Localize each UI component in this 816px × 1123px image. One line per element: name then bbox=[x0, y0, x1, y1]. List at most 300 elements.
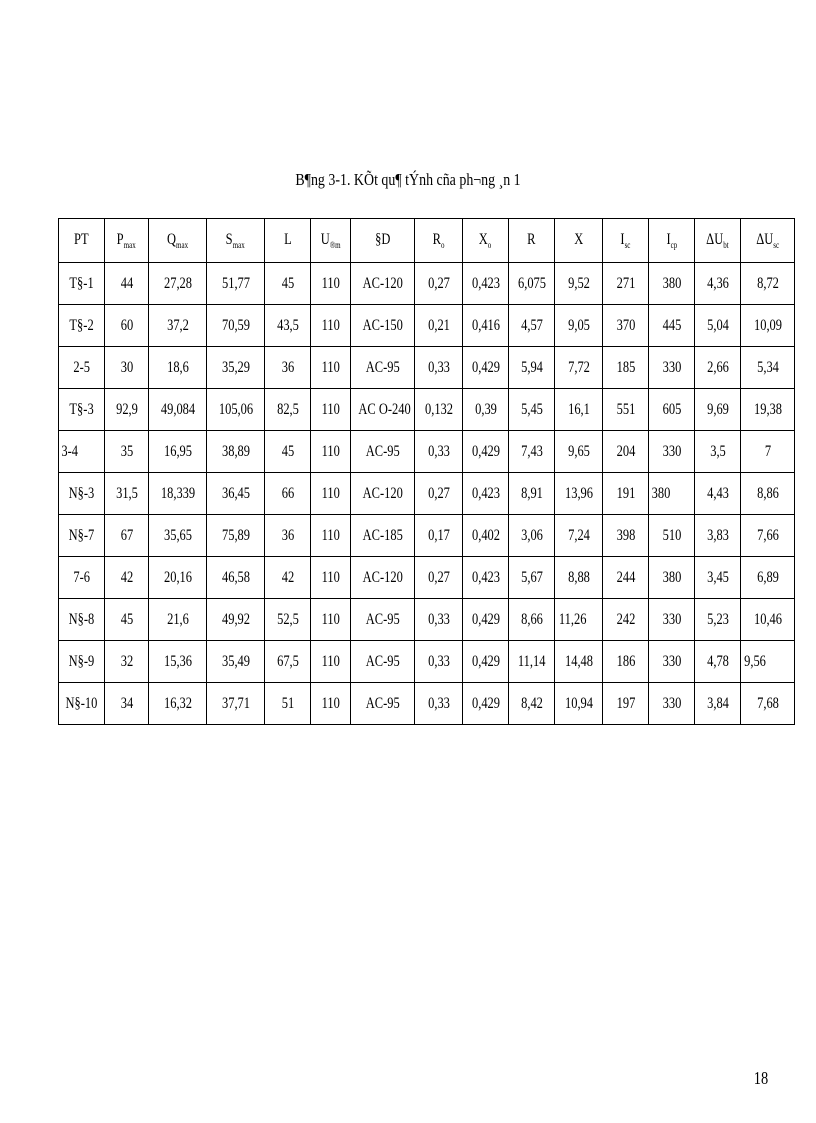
table-cell bbox=[695, 557, 741, 599]
cell-value: 36 bbox=[281, 526, 294, 544]
table-cell bbox=[603, 473, 649, 515]
column-header: PT bbox=[59, 219, 105, 263]
table-cell bbox=[311, 515, 351, 557]
table-row bbox=[59, 683, 795, 725]
cell-value: 2,66 bbox=[706, 358, 729, 376]
table-cell bbox=[649, 599, 695, 641]
cell-value: 398 bbox=[616, 526, 635, 544]
cell-value: 380 bbox=[662, 568, 681, 586]
table-cell bbox=[695, 431, 741, 473]
cell-value: 330 bbox=[662, 442, 681, 460]
table-cell bbox=[351, 347, 415, 389]
cell-value: 8,42 bbox=[520, 694, 543, 712]
table-cell bbox=[207, 599, 265, 641]
cell-value: 445 bbox=[662, 316, 681, 334]
cell-value: 0,39 bbox=[474, 400, 497, 418]
cell-value: 36,45 bbox=[221, 484, 250, 502]
cell-value: 7,24 bbox=[567, 526, 590, 544]
table-cell bbox=[741, 347, 795, 389]
table-row bbox=[59, 557, 795, 599]
table-cell bbox=[351, 389, 415, 431]
cell-value: 10,94 bbox=[564, 694, 593, 712]
cell-value: 60 bbox=[120, 316, 133, 334]
cell-value: 330 bbox=[662, 694, 681, 712]
table-cell bbox=[207, 431, 265, 473]
cell-value: 0,27 bbox=[427, 568, 450, 586]
table-cell bbox=[207, 557, 265, 599]
table-cell bbox=[351, 263, 415, 305]
cell-value: 110 bbox=[321, 358, 340, 376]
table-cell bbox=[265, 683, 311, 725]
table-cell bbox=[351, 473, 415, 515]
cell-value: 9,52 bbox=[567, 274, 590, 292]
cell-value: 4,36 bbox=[706, 274, 729, 292]
cell-value: 9,56 bbox=[744, 652, 766, 670]
cell-value: 75,89 bbox=[221, 526, 250, 544]
table-row bbox=[59, 305, 795, 347]
table-cell bbox=[265, 557, 311, 599]
column-header: $S_{max}$ bbox=[207, 219, 265, 263]
table-cell bbox=[649, 389, 695, 431]
table-row bbox=[59, 431, 795, 473]
table-cell bbox=[311, 389, 351, 431]
cell-value: 3,83 bbox=[706, 526, 729, 544]
column-header: R bbox=[509, 219, 555, 263]
table-cell bbox=[105, 515, 149, 557]
table-cell bbox=[603, 515, 649, 557]
cell-value: 19,38 bbox=[753, 400, 782, 418]
table-cell bbox=[415, 431, 463, 473]
table-cell bbox=[603, 347, 649, 389]
table-cell bbox=[509, 599, 555, 641]
cell-value: 8,88 bbox=[567, 568, 590, 586]
table-cell bbox=[265, 347, 311, 389]
table-cell bbox=[415, 515, 463, 557]
table-cell bbox=[149, 557, 207, 599]
table-cell bbox=[509, 389, 555, 431]
cell-value: 3,06 bbox=[520, 526, 543, 544]
cell-value: 15,36 bbox=[163, 652, 192, 670]
cell-value: AC-95 bbox=[365, 652, 400, 670]
cell-value: 110 bbox=[321, 526, 340, 544]
cell-value: 9,69 bbox=[706, 400, 729, 418]
cell-value: 330 bbox=[662, 652, 681, 670]
table-cell bbox=[555, 599, 603, 641]
cell-value: 51 bbox=[281, 694, 294, 712]
table-cell bbox=[463, 641, 509, 683]
cell-value: 16,1 bbox=[567, 400, 590, 418]
table-cell bbox=[509, 347, 555, 389]
table-cell bbox=[603, 431, 649, 473]
table-cell bbox=[105, 347, 149, 389]
table-cell bbox=[649, 305, 695, 347]
cell-value: 0,402 bbox=[471, 526, 500, 544]
cell-value: T§-2 bbox=[69, 316, 94, 334]
table-cell bbox=[265, 431, 311, 473]
table-cell bbox=[265, 263, 311, 305]
table-cell bbox=[649, 473, 695, 515]
table-cell bbox=[463, 599, 509, 641]
table-cell bbox=[555, 431, 603, 473]
cell-value: 5,34 bbox=[756, 358, 779, 376]
cell-value: 37,2 bbox=[166, 316, 189, 334]
table-row bbox=[59, 641, 795, 683]
cell-value: 0,33 bbox=[427, 358, 450, 376]
cell-value: 185 bbox=[616, 358, 635, 376]
cell-value: AC-95 bbox=[365, 442, 400, 460]
table-cell bbox=[741, 599, 795, 641]
cell-value: 35,49 bbox=[221, 652, 250, 670]
cell-value: 0,27 bbox=[427, 274, 450, 292]
column-header: $\Delta U_{bt}$ bbox=[695, 219, 741, 263]
table-cell bbox=[59, 599, 105, 641]
cell-value: N§-10 bbox=[65, 694, 98, 712]
cell-value: 0,423 bbox=[471, 568, 500, 586]
table-cell bbox=[311, 347, 351, 389]
table-cell bbox=[351, 683, 415, 725]
cell-value: 0,429 bbox=[471, 694, 500, 712]
cell-value: 9,65 bbox=[567, 442, 590, 460]
cell-value: 0,429 bbox=[471, 652, 500, 670]
table-row bbox=[59, 347, 795, 389]
table-cell bbox=[59, 263, 105, 305]
cell-value: 7,43 bbox=[520, 442, 543, 460]
table-cell bbox=[105, 431, 149, 473]
table-cell bbox=[509, 515, 555, 557]
cell-value: 3-4 bbox=[61, 442, 78, 460]
table-cell bbox=[649, 557, 695, 599]
cell-value: AC-95 bbox=[365, 694, 400, 712]
table-cell bbox=[105, 683, 149, 725]
cell-value: 11,26 bbox=[558, 610, 587, 628]
cell-value: 8,72 bbox=[756, 274, 779, 292]
table-cell bbox=[649, 347, 695, 389]
cell-value: 49,084 bbox=[160, 400, 195, 418]
table-cell bbox=[415, 641, 463, 683]
table-cell bbox=[463, 389, 509, 431]
table-cell bbox=[351, 305, 415, 347]
table-cell bbox=[555, 473, 603, 515]
cell-value: 5,23 bbox=[706, 610, 729, 628]
cell-value: 105,06 bbox=[218, 400, 253, 418]
cell-value: 7-6 bbox=[73, 568, 90, 586]
table-cell bbox=[415, 599, 463, 641]
table-cell bbox=[695, 683, 741, 725]
table-cell bbox=[649, 641, 695, 683]
table-cell bbox=[415, 389, 463, 431]
cell-value: 52,5 bbox=[276, 610, 299, 628]
table-cell bbox=[463, 305, 509, 347]
cell-value: 510 bbox=[662, 526, 681, 544]
cell-value: 42 bbox=[120, 568, 133, 586]
table-cell bbox=[207, 389, 265, 431]
table-cell bbox=[149, 431, 207, 473]
table-cell bbox=[351, 557, 415, 599]
cell-value: T§-1 bbox=[69, 274, 94, 292]
table-cell bbox=[149, 473, 207, 515]
cell-value: 242 bbox=[616, 610, 635, 628]
cell-value: 6,89 bbox=[756, 568, 779, 586]
table-cell bbox=[695, 599, 741, 641]
table-cell bbox=[105, 389, 149, 431]
table-cell bbox=[351, 515, 415, 557]
table-cell bbox=[265, 473, 311, 515]
cell-value: 45 bbox=[120, 610, 133, 628]
table-cell bbox=[555, 347, 603, 389]
table-cell bbox=[555, 389, 603, 431]
table-cell bbox=[463, 431, 509, 473]
table-cell bbox=[351, 641, 415, 683]
table-cell bbox=[509, 263, 555, 305]
table-cell bbox=[59, 431, 105, 473]
cell-value: 70,59 bbox=[221, 316, 250, 334]
table-cell bbox=[207, 347, 265, 389]
cell-value: 36 bbox=[281, 358, 294, 376]
column-header: X bbox=[555, 219, 603, 263]
table-cell bbox=[555, 305, 603, 347]
table-cell bbox=[555, 683, 603, 725]
table-cell bbox=[555, 515, 603, 557]
table-cell bbox=[311, 683, 351, 725]
cell-value: T§-3 bbox=[69, 400, 94, 418]
cell-value: 370 bbox=[616, 316, 635, 334]
table-cell bbox=[59, 389, 105, 431]
cell-value: 14,48 bbox=[564, 652, 593, 670]
cell-value: 67 bbox=[120, 526, 133, 544]
table-cell bbox=[555, 641, 603, 683]
table-cell bbox=[741, 683, 795, 725]
cell-value: 16,32 bbox=[163, 694, 192, 712]
cell-value: 31,5 bbox=[115, 484, 138, 502]
table-cell bbox=[207, 263, 265, 305]
table-cell bbox=[265, 641, 311, 683]
cell-value: 35,65 bbox=[163, 526, 192, 544]
table-cell bbox=[149, 683, 207, 725]
table-cell bbox=[105, 599, 149, 641]
table-cell bbox=[741, 305, 795, 347]
table-cell bbox=[463, 347, 509, 389]
table-cell bbox=[351, 599, 415, 641]
table-cell bbox=[265, 389, 311, 431]
cell-value: 0,429 bbox=[471, 610, 500, 628]
cell-value: 0,423 bbox=[471, 274, 500, 292]
cell-value: 34 bbox=[120, 694, 133, 712]
table-cell bbox=[649, 683, 695, 725]
table-cell bbox=[415, 347, 463, 389]
cell-value: 3,84 bbox=[706, 694, 729, 712]
table-cell bbox=[555, 263, 603, 305]
cell-value: 110 bbox=[321, 442, 340, 460]
cell-value: 380 bbox=[662, 274, 681, 292]
table-cell bbox=[741, 641, 795, 683]
cell-value: 8,66 bbox=[520, 610, 543, 628]
table-cell bbox=[149, 305, 207, 347]
table-cell bbox=[415, 305, 463, 347]
table-cell bbox=[695, 473, 741, 515]
table-cell bbox=[741, 431, 795, 473]
cell-value: AC-120 bbox=[362, 568, 403, 586]
cell-value: 7,66 bbox=[756, 526, 779, 544]
cell-value: 18,339 bbox=[160, 484, 195, 502]
cell-value: 5,94 bbox=[520, 358, 543, 376]
column-header: $R_o$ bbox=[415, 219, 463, 263]
table-cell bbox=[105, 641, 149, 683]
cell-value: 330 bbox=[662, 358, 681, 376]
cell-value: 110 bbox=[321, 694, 340, 712]
column-header: $\Delta U_{sc}$ bbox=[741, 219, 795, 263]
cell-value: 5,67 bbox=[520, 568, 543, 586]
cell-value: 7,72 bbox=[567, 358, 590, 376]
cell-value: 197 bbox=[616, 694, 635, 712]
cell-value: 67,5 bbox=[276, 652, 299, 670]
table-cell bbox=[59, 347, 105, 389]
table-cell bbox=[603, 389, 649, 431]
cell-value: 0,429 bbox=[471, 442, 500, 460]
table-cell bbox=[311, 473, 351, 515]
table-cell bbox=[695, 641, 741, 683]
table-cell bbox=[207, 641, 265, 683]
cell-value: 4,43 bbox=[706, 484, 729, 502]
table-cell bbox=[509, 473, 555, 515]
cell-value: AC-95 bbox=[365, 610, 400, 628]
cell-value: AC-185 bbox=[362, 526, 403, 544]
cell-value: 7 bbox=[764, 442, 771, 460]
table-row bbox=[59, 515, 795, 557]
table-cell bbox=[207, 515, 265, 557]
table-header-row bbox=[59, 219, 795, 263]
table-cell bbox=[415, 683, 463, 725]
table-cell bbox=[509, 683, 555, 725]
cell-value: 551 bbox=[616, 400, 635, 418]
table-cell bbox=[265, 599, 311, 641]
cell-value: 110 bbox=[321, 274, 340, 292]
cell-value: 20,16 bbox=[163, 568, 192, 586]
table-cell bbox=[555, 557, 603, 599]
table-cell bbox=[509, 641, 555, 683]
cell-value: 5,45 bbox=[520, 400, 543, 418]
table-cell bbox=[311, 263, 351, 305]
cell-value: 244 bbox=[616, 568, 635, 586]
table-cell bbox=[509, 557, 555, 599]
table-cell bbox=[695, 347, 741, 389]
cell-value: N§-8 bbox=[68, 610, 95, 628]
table-cell bbox=[207, 683, 265, 725]
cell-value: 8,91 bbox=[520, 484, 543, 502]
table-cell bbox=[603, 683, 649, 725]
table-cell bbox=[105, 263, 149, 305]
cell-value: 110 bbox=[321, 652, 340, 670]
table-cell bbox=[603, 641, 649, 683]
table-cell bbox=[695, 305, 741, 347]
cell-value: 30 bbox=[120, 358, 133, 376]
table-cell bbox=[59, 305, 105, 347]
table-cell bbox=[311, 431, 351, 473]
table-body bbox=[59, 263, 795, 725]
cell-value: 18,6 bbox=[166, 358, 189, 376]
table-cell bbox=[741, 473, 795, 515]
table-cell bbox=[105, 473, 149, 515]
table-cell bbox=[265, 305, 311, 347]
table-cell bbox=[463, 473, 509, 515]
cell-value: AC-95 bbox=[365, 358, 400, 376]
cell-value: N§-9 bbox=[68, 652, 95, 670]
table-cell bbox=[695, 515, 741, 557]
cell-value: 0,21 bbox=[427, 316, 450, 334]
table-cell bbox=[351, 431, 415, 473]
column-header: §D bbox=[351, 219, 415, 263]
table-cell bbox=[207, 305, 265, 347]
cell-value: 66 bbox=[281, 484, 294, 502]
table-cell bbox=[463, 557, 509, 599]
cell-value: 0,17 bbox=[427, 526, 450, 544]
column-header: $Q_{max}$ bbox=[149, 219, 207, 263]
column-header: $I_{cp}$ bbox=[649, 219, 695, 263]
cell-value: 3,45 bbox=[706, 568, 729, 586]
cell-value: 10,09 bbox=[753, 316, 782, 334]
column-header: $P_{max}$ bbox=[105, 219, 149, 263]
table-cell bbox=[463, 515, 509, 557]
cell-value: 0,429 bbox=[471, 358, 500, 376]
table-row bbox=[59, 389, 795, 431]
table-cell bbox=[311, 305, 351, 347]
cell-value: 5,04 bbox=[706, 316, 729, 334]
cell-value: 32 bbox=[120, 652, 133, 670]
cell-value: 21,6 bbox=[166, 610, 189, 628]
column-header: $I_{sc}$ bbox=[603, 219, 649, 263]
table-cell bbox=[603, 263, 649, 305]
table-cell bbox=[311, 599, 351, 641]
table-cell bbox=[207, 473, 265, 515]
table-cell bbox=[59, 641, 105, 683]
table-cell bbox=[695, 389, 741, 431]
cell-value: 605 bbox=[662, 400, 681, 418]
table-cell bbox=[59, 683, 105, 725]
cell-value: 110 bbox=[321, 316, 340, 334]
table-cell bbox=[741, 263, 795, 305]
cell-value: 44 bbox=[120, 274, 133, 292]
cell-value: 330 bbox=[662, 610, 681, 628]
table-cell bbox=[603, 305, 649, 347]
table-cell bbox=[509, 305, 555, 347]
cell-value: 82,5 bbox=[276, 400, 299, 418]
table-row bbox=[59, 473, 795, 515]
column-header: L bbox=[265, 219, 311, 263]
cell-value: 51,77 bbox=[221, 274, 250, 292]
cell-value: 0,33 bbox=[427, 694, 450, 712]
cell-value: 0,132 bbox=[424, 400, 453, 418]
table-row bbox=[59, 263, 795, 305]
cell-value: 7,68 bbox=[756, 694, 779, 712]
page-number: 18 bbox=[753, 1068, 769, 1088]
cell-value: 110 bbox=[321, 484, 340, 502]
table-cell bbox=[149, 389, 207, 431]
table-cell bbox=[149, 515, 207, 557]
table-cell bbox=[649, 515, 695, 557]
table-cell bbox=[149, 263, 207, 305]
cell-value: 2-5 bbox=[73, 358, 90, 376]
table-cell bbox=[59, 473, 105, 515]
table-title: B¶ng 3-1. KÕt qu¶ tÝnh cña ph¬ng ¸n 1 bbox=[295, 170, 521, 189]
cell-value: 35 bbox=[120, 442, 133, 460]
table-cell bbox=[149, 599, 207, 641]
cell-value: 49,92 bbox=[221, 610, 250, 628]
cell-value: AC-150 bbox=[362, 316, 403, 334]
table-cell bbox=[649, 263, 695, 305]
table-cell bbox=[59, 557, 105, 599]
table-cell bbox=[741, 557, 795, 599]
cell-value: 10,46 bbox=[753, 610, 782, 628]
table-cell bbox=[105, 557, 149, 599]
